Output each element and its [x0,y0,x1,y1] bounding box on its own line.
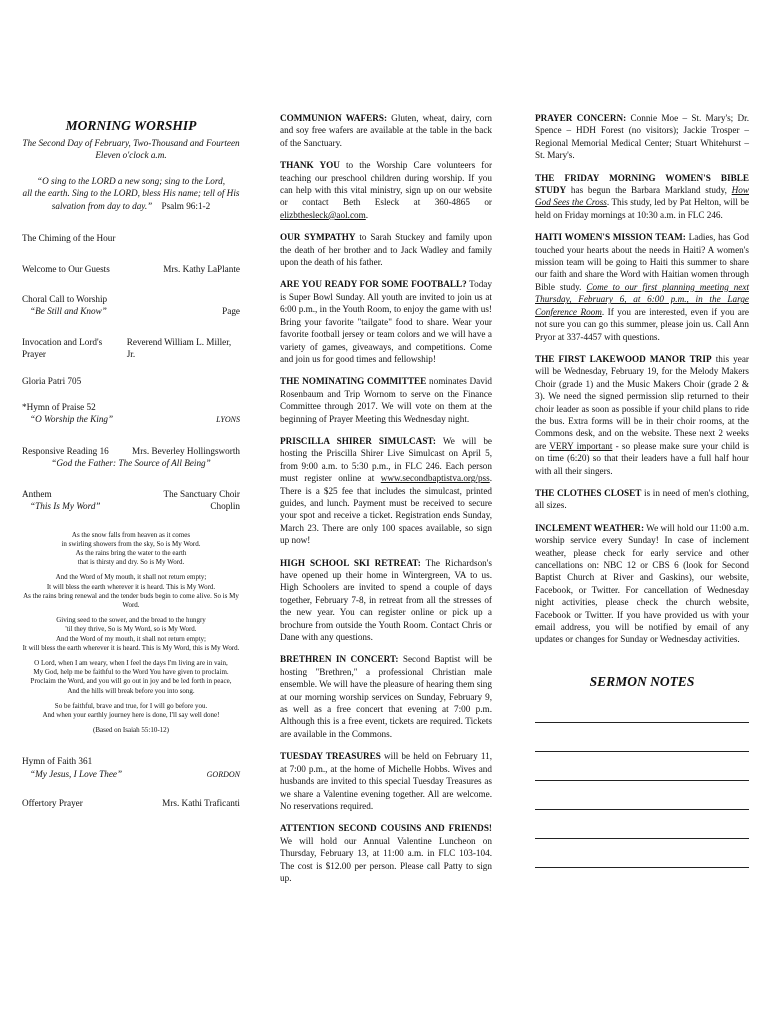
sermon-notes-lines [535,694,749,868]
announcement-prayer: PRAYER CONCERN: Connie Moe – St. Mary's; Dr. Spence – HDH Forest (no visitors); Jackie Trosper – Regional Memorial Medical Center; Stuart Whitehurst – St. Mary's. [535,113,749,161]
announcements-column-right [535,112,749,868]
anthem-song-row: “This Is My Word” Choplin [30,501,240,512]
chiming: The Chiming of the Hour [22,233,116,244]
scripture-ref: Psalm 96:1-2 [161,200,211,211]
scripture-quote: “O sing to the LORD a new song; sing to the Lord, all the earth. Sing to the LORD, bless His name; tell of His salvation from day to day.” Psalm 96:1-2 [22,176,240,211]
reading-row: Responsive Reading 16 Mrs. Beverley Hollingsworth [22,445,240,456]
lyrics-stanza-1: As the snow falls from heaven as it comes in swirling showers from the sky, So is My Word. As the rains bring the water to the earth that is thirsty and dry. So is My Word. [61,530,201,567]
announcement-tuesday-treasures: TUESDAY TREASURES will be held on February 11, at 7:00 p.m., at the home of Michelle Hobbs. Wives and husbands are invited to this special Tuesday Treasures as we share a Valentine evening together. All are welcome. No reservations required. [280,751,492,811]
hymn-praise-row: “O Worship the King” LYONS [30,414,240,425]
hymn-faith-row: “My Jesus, I Love Thee” GORDON [30,768,240,779]
announcement-second-cousins: ATTENTION SECOND COUSINS AND FRIENDS! We will hold our Annual Valentine Luncheon on Thursday, February 13, at 11:00 a.m. in FLC 103-104. The cost is $12.00 per person. Please call Patty to sign up. [280,823,492,883]
announcement-wafers: COMMUNION WAFERS: Gluten, wheat, dairy, corn and soy free wafers are available at the table in the back of the Sanctuary. [280,113,492,148]
lyrics-stanza-5: So be faithful, brave and true, for I will go before you. And when your earthly journey here is done, I'll say well done! [42,701,220,719]
invocation-row: Invocation and Lord's Prayer Reverend William L. Miller, Jr. [22,336,232,360]
note-line [535,694,749,723]
email-link[interactable]: elizbthesleck@aol.com [280,209,366,220]
note-line [535,781,749,810]
lyrics-stanza-4: O Lord, when I am weary, when I feel the days I'm living are in vain, My God, help me be faithful to the Word You have given to proclaim. Proclaim the Word, and you will go out in joy and be led forth in peace, And the hills will break before you into song. [30,658,232,695]
worship-date: The Second Day of February, Two-Thousand and Fourteen [22,138,240,148]
announcement-brethren: BRETHREN IN CONCERT: Second Baptist will be hosting "Brethren," a professional Christian male ensemble. We will have the pleasure of hearing them sing at our morning worship services on Sunday, February 9, as well as a free concert that evening at 7:00 p.m. Although this is a free event, tickets are required. Tickets are available in the Commons. [280,654,492,739]
gloria-patri: Gloria Patri 705 [22,375,82,386]
choral-row: “Be Still and Know” Page [30,306,240,317]
announcement-ski-retreat: HIGH SCHOOL SKI RETREAT: The Richardson's have opened up their home in Wintergreen, VA to us. High Schoolers are invited to spend a couple of days together, February 7-8, in retreat from all the stresses of the new year. You can register online or pick up a brochure from outside the Youth Room. Contact Chris or Dane with any questions. [280,557,492,643]
announcements-column [280,112,492,894]
announcement-sympathy: OUR SYMPATHY to Sarah Stuckey and family upon the death of her brother and to Jack Wadley and family upon the death of his father. [280,232,492,268]
note-line [535,839,749,868]
note-line [535,752,749,781]
note-line [535,810,749,839]
announcement-bible-study: THE FRIDAY MORNING WOMEN'S BIBLE STUDY has begun the Barbara Markland study, How God Sees the Cross. This study, led by Pat Helton, will be held on Friday mornings at 10:30 a.m. in FLC 246. [535,172,749,220]
reading-title: “God the Father: The Source of All Being” [51,458,211,469]
announcement-football: ARE YOU READY FOR SOME FOOTBALL? Today is Super Bowl Sunday. All youth are invited to join us at 6:00 p.m., in the Youth Room, to enjoy the game with us! Bring your favorite "tailgate" food to share. Wear your favorite football jersey or team colors and we will have a variety of games, giveaways, and competitions. Come and join us for good times and fellowship! [280,279,492,364]
announcement-clothes-closet: THE CLOTHES CLOSET is in need of men's clothing, all sizes. [535,487,749,511]
anthem-lyrics [22,531,240,736]
hymn-of-faith: Hymn of Faith 361 [22,756,93,767]
lyrics-stanza-3: Giving seed to the sower, and the bread to the hungry 'til they thrive, So is My Word, so is My Word. And the Word of my mouth, it shall not return empty; It will bless the earth wherever it is heard. This is My Word, this is My Word. [22,616,240,652]
worship-time: Eleven o'clock a.m. [95,150,167,160]
announcement-simulcast: PRISCILLA SHIRER SIMULCAST: We will be hosting the Priscilla Shirer Live Simulcast on April 5, from 9:00 a.m. to 5:30 p.m., in FLC 246. Each person must register online at www.secondbaptistva.org/pss. There is a $25 fee that includes the simulcast, printed guides, and lunch. Payment must be received to secure your spot and receive a ticket. Registration ends Sunday, March 23. There are only 100 spaces available, so sign up now! [280,435,493,546]
note-line [535,723,749,752]
order-of-worship [22,112,240,810]
announcement-thank-you: THANK YOU to the Worship Care volunteers for teaching our preschool children during worship. If you can help with this vital ministry, sign up on our website or contact Beth Esleck at 360-4865 or elizbthesleck@aol.com. [280,160,493,220]
hymn-of-praise: *Hymn of Praise 52 [22,402,96,413]
offertory-row: Offertory Prayer Mrs. Kathi Traficanti [22,798,240,809]
announcement-manor-trip: THE FIRST LAKEWOOD MANOR TRIP this year will be Wednesday, February 19, for the Melody Makers Choir (grade 1) and the Music Makers Choir (grade 2 & 3). We need the signed permission slip returned to their choir leader as soon as possible if your child plans to ride the bus. Extra forms will be in their choir rooms, at the Commons desk, and on the website. These next 2 weeks are VERY important - so please make sure your child is on time (6:20) so that their leaders have a full half hour with all their singers. [535,353,749,476]
announcement-weather: INCLEMENT WEATHER: We will hold our 11:00 a.m. worship service every Sunday! In case of inclement weather, please check for early service and other cancellations on: NBC 12 or CBS 6 (look for Second Baptist Church at River and Gaskins), our website, Facebook, or Twitter. For cancellation of Wednesday night activities, please check the church website, Facebook or Twitter. If you have provided us with your email address, you will be notified by email of any updates or changes for Sunday or Wednesday activities. [535,522,750,645]
announcement-nominating: THE NOMINATING COMMITTEE nominates David Rosenbaum and Trip Wornom to serve on the Finance Committee through 2017. We will vote on them at the beginning of Prayer Meeting this Wednesday night. [280,376,492,424]
lyrics-reference: (Based on Isaiah 55:10-12) [92,726,169,735]
announcement-haiti: HAITI WOMEN'S MISSION TEAM: Ladies, has God touched your hearts about the needs in Haiti? A women's mission team will be going to Haiti this summer to share our faith and share the Word with Haitian women through Bible study. Come to our first planning meeting next Thursday, February 6, at 6:00 p.m., in the Large Conference Room. If you are interested, even if you are not sure you can go this summer, please join us. Call Ann Pryor at 337-4457 with questions. [535,232,749,342]
choral-call: Choral Call to Worship [22,294,108,305]
sermon-notes-title: SERMON NOTES [589,673,695,689]
worship-title: MORNING WORSHIP [65,118,197,133]
lyrics-stanza-2: And the Word of My mouth, it shall not return empty; It will bless the earth wherever it is heard. This is My Word. As the rains bring renewal and the tender buds begin to come alive. So is My Word. [23,573,239,609]
registration-link[interactable]: www.secondbaptistva.org/pss [380,473,490,484]
welcome-row: Welcome to Our Guests Mrs. Kathy LaPlante [22,263,240,274]
anthem-row: Anthem The Sanctuary Choir [22,488,240,499]
